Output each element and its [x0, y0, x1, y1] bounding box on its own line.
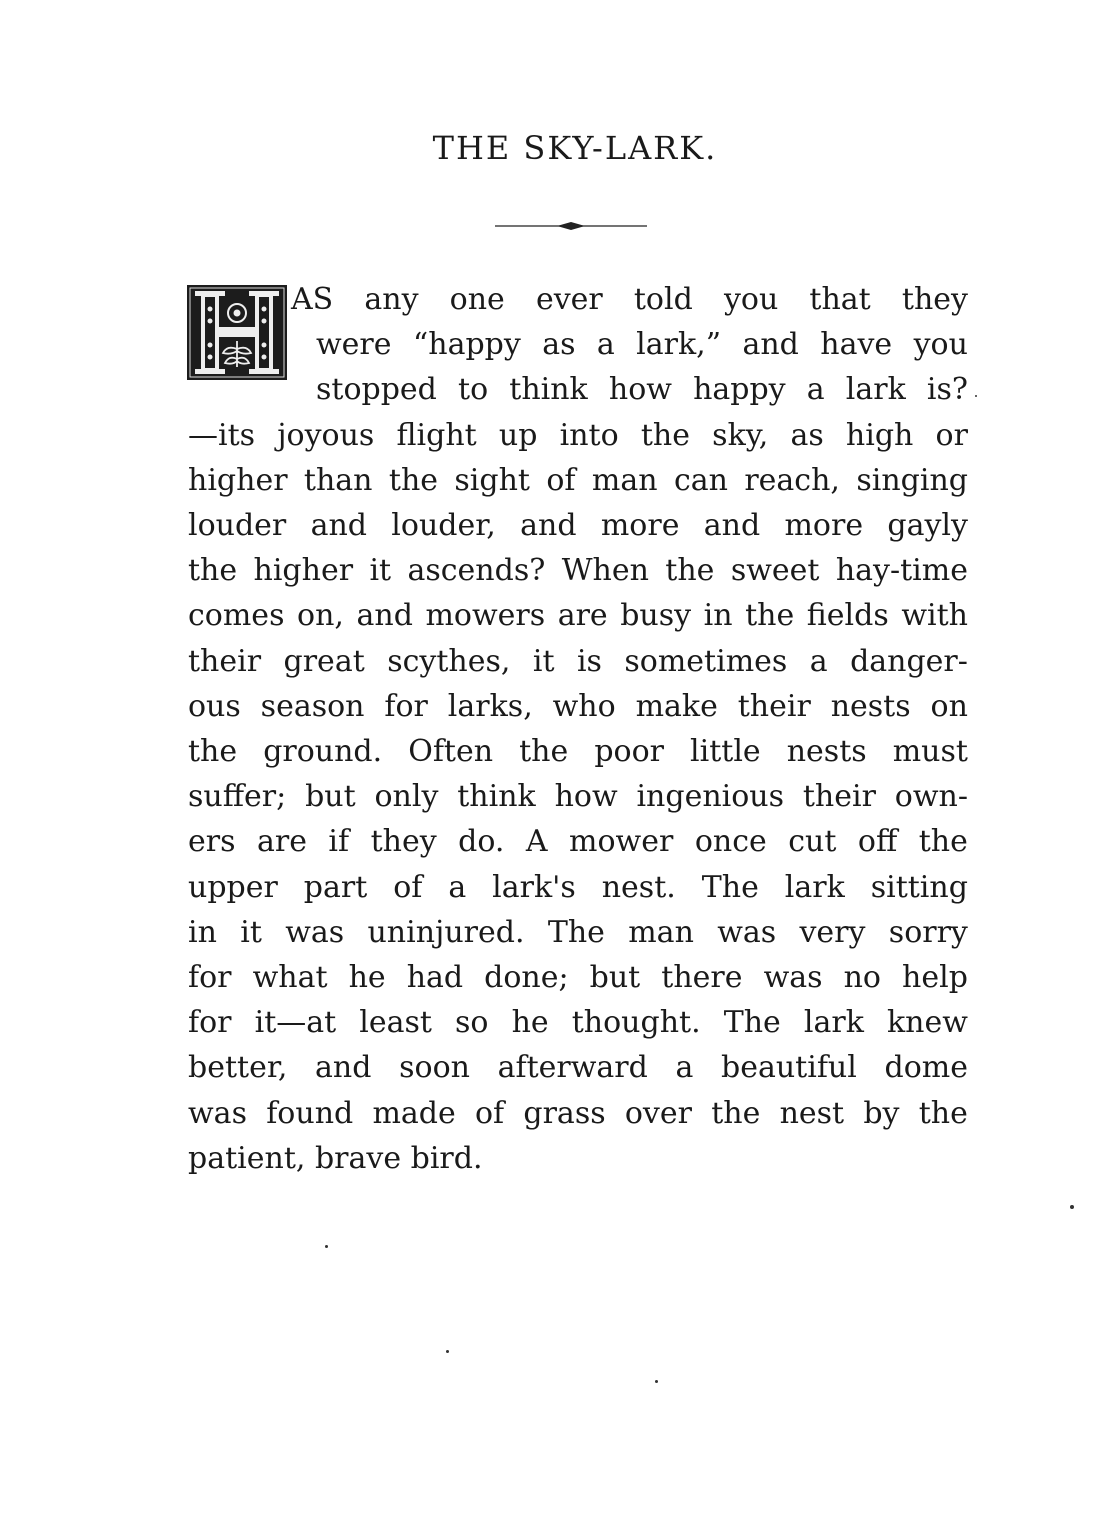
print-speck [1070, 1205, 1074, 1209]
text-line: comes on, and mowers are busy in the fields with [188, 598, 968, 634]
text-line: ers are if they do. A mower once cut off the [188, 824, 968, 860]
text-line: were “happy as a lark,” and have you [316, 327, 968, 363]
print-speck [446, 1350, 449, 1353]
text-line: ous season for larks, who make their nests on [188, 688, 968, 724]
text-line: for it—at least so he thought. The lark knew [188, 1005, 968, 1041]
text-line: stopped to think how happy a lark is? [316, 372, 968, 408]
text-line: suffer; but only think how ingenious their own- [188, 779, 968, 815]
text-line: the higher it ascends? When the sweet hay-time [188, 553, 968, 589]
drop-cap-h-ornament [187, 285, 287, 380]
text-line: higher than the sight of man can reach, singing [188, 462, 968, 498]
text-line: for what he had done; but there was no help [188, 960, 968, 995]
text-line: —its joyous flight up into the sky, as high or [188, 417, 968, 453]
print-speck [975, 395, 977, 397]
text-line: AS any one ever told you that they [291, 282, 968, 317]
chapter-title: THE SKY-LARK. [432, 129, 718, 167]
text-line: the ground. Often the poor little nests must [188, 734, 968, 769]
text-line: upper part of a lark's nest. The lark sitting [188, 869, 968, 905]
text-line: in it was uninjured. The man was very sorry [188, 914, 968, 950]
text-line: patient, brave bird. [188, 1140, 483, 1176]
text-line: was found made of grass over the nest by the [188, 1095, 968, 1131]
text-line: their great scythes, it is sometimes a danger- [188, 643, 968, 679]
print-speck [655, 1380, 658, 1383]
text-line: louder and louder, and more and more gayly [188, 508, 968, 543]
print-speck [325, 1245, 328, 1248]
title-ornament-rule [495, 220, 647, 232]
text-line: better, and soon afterward a beautiful dome [188, 1050, 968, 1086]
